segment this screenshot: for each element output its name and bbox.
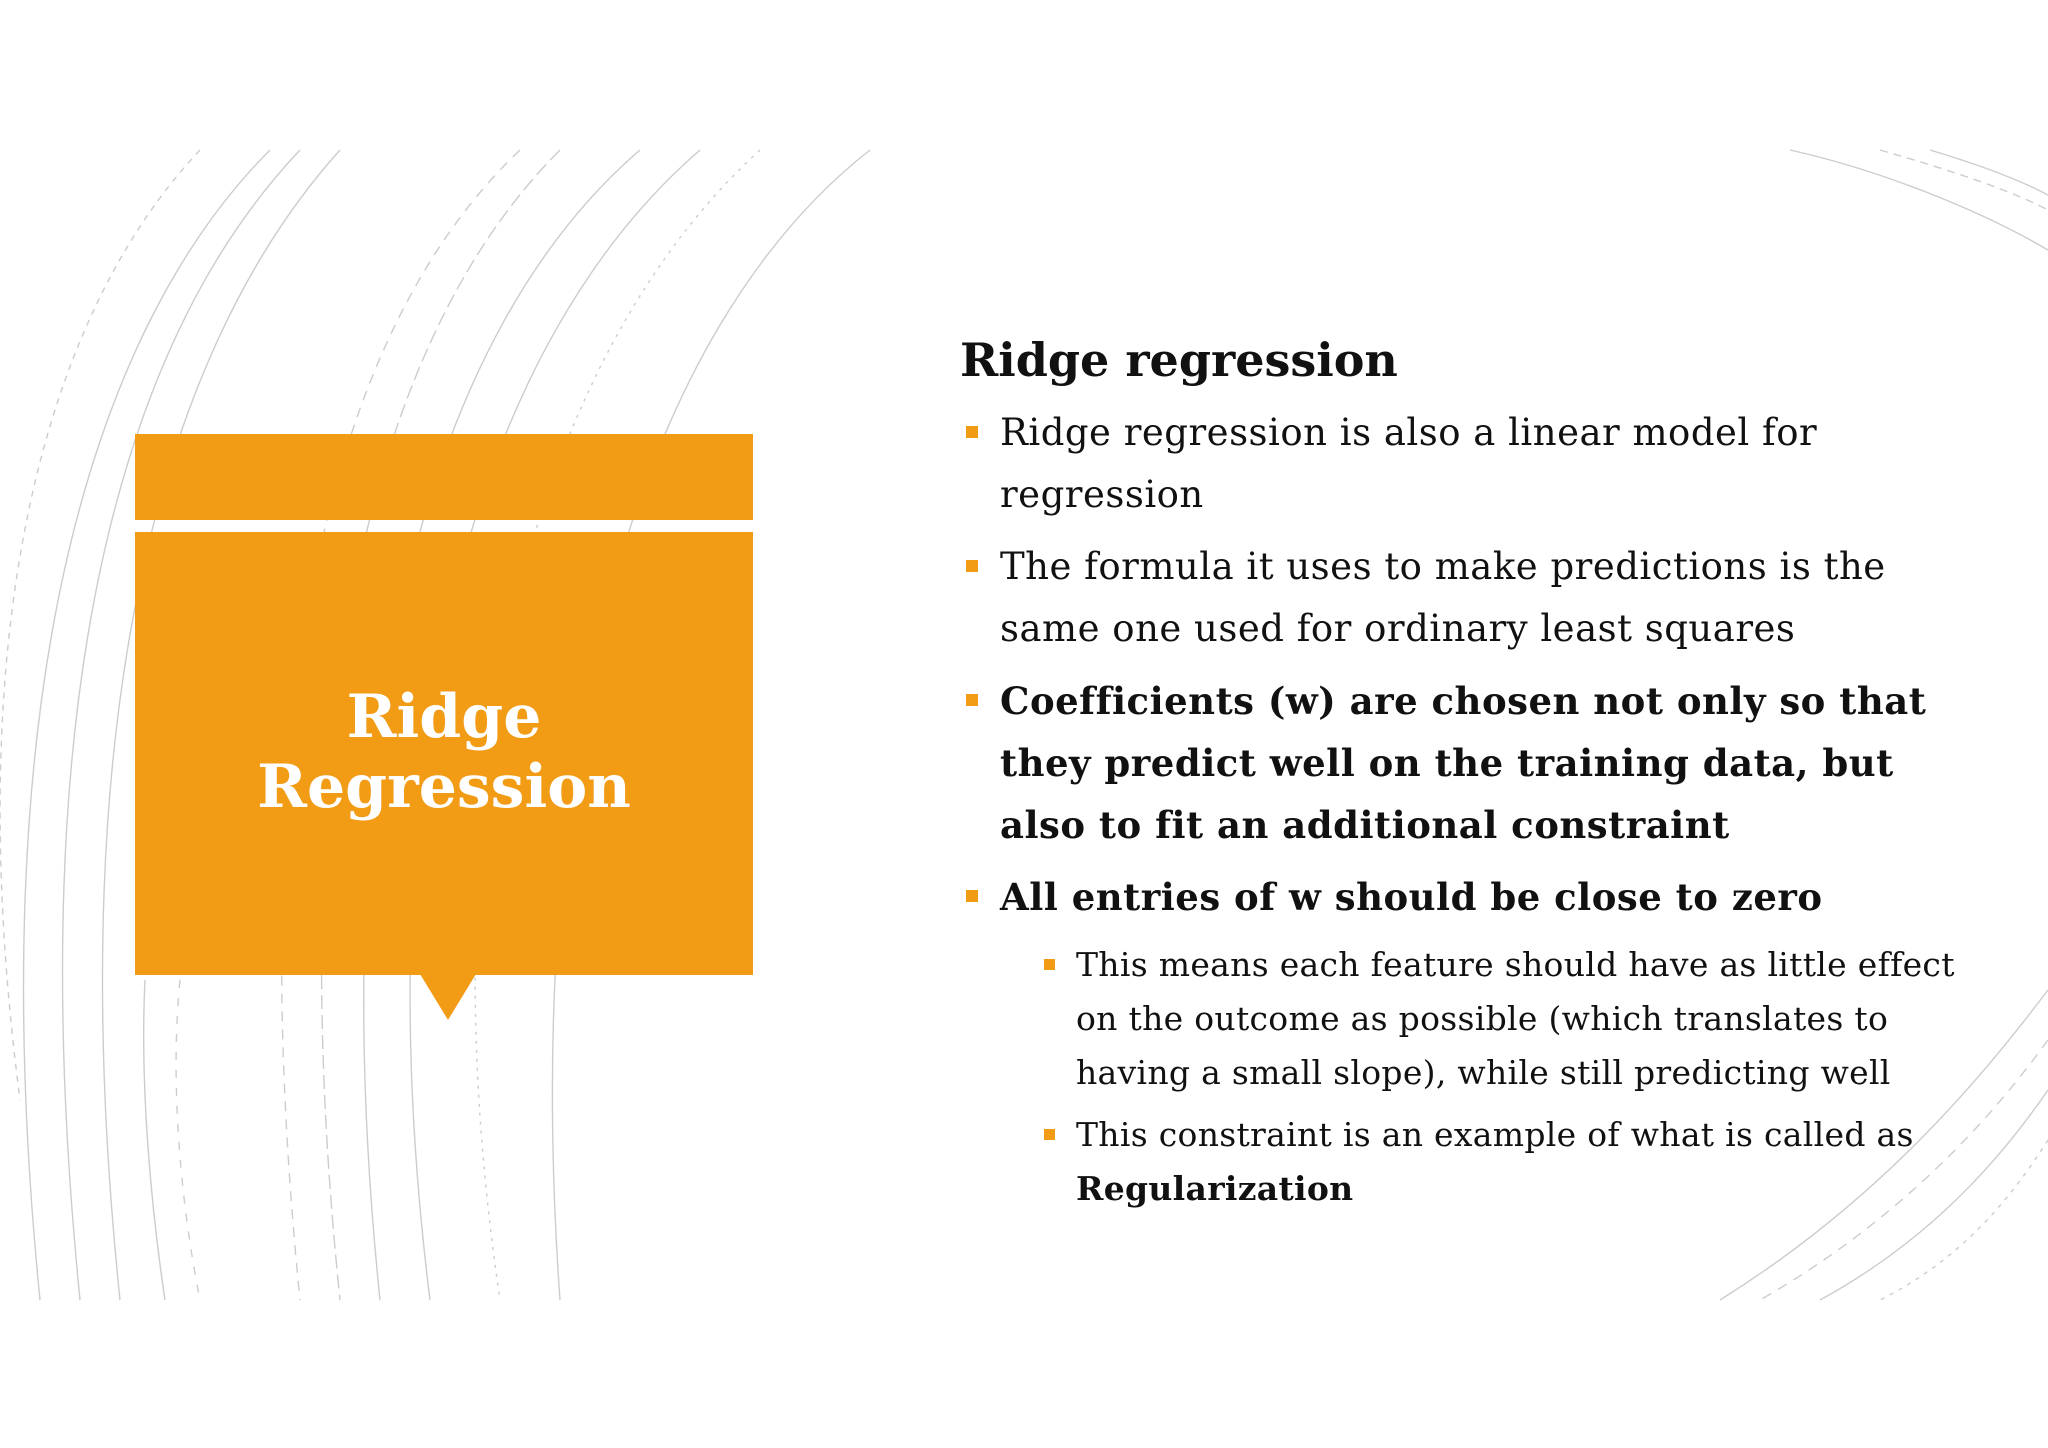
square-bullet-icon	[966, 426, 978, 438]
sub-bullet-text: This means each feature should have as little effect on the outcome as possible (which translates to having a small slope), while still predicting well	[1076, 945, 1955, 1092]
slide-title-line-1: Ridge	[346, 681, 542, 752]
bullet-text: All entries of w should be close to zero	[1000, 875, 1823, 919]
square-bullet-icon	[1044, 959, 1055, 970]
title-box	[135, 532, 753, 975]
content-heading: Ridge regression	[960, 333, 1398, 387]
bullet-item	[960, 670, 1970, 856]
sub-bullet-item	[960, 1108, 1970, 1216]
sub-bullet-bold-term: Regularization	[1076, 1169, 1354, 1208]
square-bullet-icon	[966, 890, 978, 902]
sub-bullet-item	[960, 938, 1970, 1100]
bullet-item	[960, 536, 1970, 660]
title-box-pointer	[420, 974, 476, 1020]
bullet-item	[960, 866, 1970, 928]
bullet-item	[960, 402, 1970, 526]
bullet-text: Coefficients (w) are chosen not only so that they predict well on the training data, but also to fit an additional constraint	[1000, 679, 1927, 847]
bullet-text: The formula it uses to make predictions is the same one used for ordinary least squares	[1000, 545, 1886, 650]
square-bullet-icon	[1044, 1129, 1055, 1140]
slide-title	[257, 682, 631, 822]
slide-title-line-2: Regression	[257, 751, 631, 822]
square-bullet-icon	[966, 694, 978, 706]
content-area	[960, 330, 1970, 1224]
square-bullet-icon	[966, 560, 978, 572]
bullet-text: Ridge regression is also a linear model for regression	[1000, 411, 1818, 516]
title-accent-bar	[135, 434, 753, 520]
sub-bullet-text: This constraint is an example of what is called as	[1076, 1115, 1914, 1154]
